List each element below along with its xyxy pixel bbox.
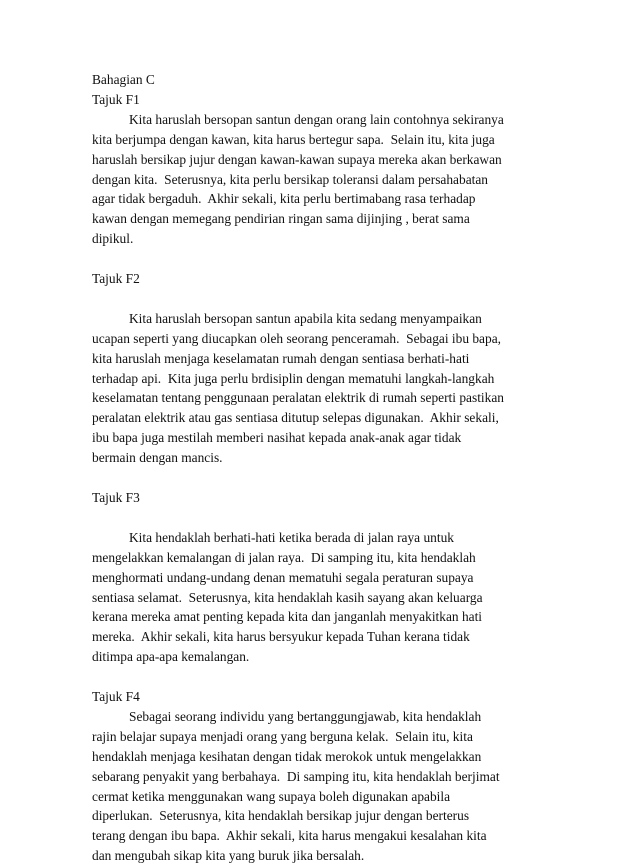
paragraph-line: ditimpa apa-apa kemalangan. (92, 649, 250, 665)
topic-title: Tajuk F2 (92, 271, 140, 287)
paragraph-line: terhadap api. Kita juga perlu brdisiplin dengan mematuhi langkah-langkah (92, 370, 495, 386)
blank-line (92, 468, 552, 488)
topic-f1 (92, 90, 552, 249)
paragraph-line: Sebagai seorang individu yang bertanggungjawab, kita hendaklah (129, 708, 482, 724)
paragraph-line: sentiasa selamat. Seterusnya, kita hendaklah kasih sayang akan keluarga (92, 589, 483, 605)
paragraph-line: sebarang penyakit yang berbahaya. Di samping itu, kita hendaklah berjimat (92, 768, 500, 784)
paragraph-line: kawan dengan memegang pendirian ringan sama dijinjing , berat sama (92, 211, 470, 227)
paragraph-line: kita berjumpa dengan kawan, kita harus bertegur sapa. Selain itu, kita juga (92, 131, 495, 147)
paragraph-line: peralatan elektrik atau gas sentiasa ditutup selepas digunakan. Akhir sekali, (92, 410, 499, 426)
topic-f3 (92, 488, 552, 667)
paragraph-line: kerana mereka amat penting kepada kita dan janganlah menyakitkan hati (92, 609, 483, 625)
topic-title: Tajuk F1 (92, 91, 140, 107)
topic-f4 (92, 687, 552, 866)
paragraph-line: mengelakkan kemalangan di jalan raya. Di samping itu, kita hendaklah (92, 549, 476, 565)
blank-line (92, 249, 552, 269)
paragraph-line: Kita hendaklah berhati-hati ketika berada di jalan raya untuk (129, 529, 454, 545)
topic-f2 (92, 269, 552, 468)
document-page (92, 70, 552, 866)
paragraph-line: terang dengan ibu bapa. Akhir sekali, kita harus mengakui kesalahan kita (92, 828, 487, 844)
paragraph-line: hendaklah menjaga kesihatan dengan tidak merokok untuk mengelakkan (92, 748, 482, 764)
paragraph-line: rajin belajar supaya menjadi orang yang berguna kelak. Selain itu, kita (92, 728, 473, 744)
paragraph-line: keselamatan tentang penggunaan peralatan elektrik di rumah seperti pastikan (92, 390, 504, 406)
paragraph-line: kita haruslah menjaga keselamatan rumah dengan sentiasa berhati-hati (92, 350, 470, 366)
blank-line (92, 508, 552, 528)
section-heading: Bahagian C (92, 72, 155, 87)
paragraph-line: ucapan seperti yang diucapkan oleh seorang penceramah. Sebagai ibu bapa, (92, 330, 501, 346)
paragraph-line: dipikul. (92, 231, 134, 247)
paragraph-line: menghormati undang-undang denan mematuhi segala peraturan supaya (92, 569, 474, 585)
topic-title: Tajuk F3 (92, 489, 140, 505)
paragraph-line: dan mengubah sikap kita yang buruk jika bersalah. (92, 848, 365, 864)
paragraph-line: ibu bapa juga mestilah memberi nasihat kepada anak-anak agar tidak (92, 430, 462, 446)
paragraph-line: cermat ketika menggunakan wang supaya boleh digunakan apabila (92, 788, 451, 804)
paragraph-line: Kita haruslah bersopan santun dengan orang lain contohnya sekiranya (129, 111, 504, 127)
paragraph-line: bermain dengan mancis. (92, 450, 223, 466)
paragraph-line: Kita haruslah bersopan santun apabila kita sedang menyampaikan (129, 310, 482, 326)
paragraph-line: mereka. Akhir sekali, kita harus bersyukur kepada Tuhan kerana tidak (92, 629, 470, 645)
blank-line (92, 289, 552, 309)
paragraph-line: diperlukan. Seterusnya, kita hendaklah bersikap jujur dengan berterus (92, 808, 470, 824)
paragraph-line: agar tidak bergaduh. Akhir sekali, kita perlu bertimabang rasa terhadap (92, 191, 476, 207)
paragraph-line: dengan kita. Seterusnya, kita perlu bersikap toleransi dalam persahabatan (92, 171, 488, 187)
blank-line (92, 667, 552, 687)
paragraph-line: haruslah bersikap jujur dengan kawan-kawan supaya mereka akan berkawan (92, 151, 502, 167)
topic-title: Tajuk F4 (92, 689, 140, 705)
